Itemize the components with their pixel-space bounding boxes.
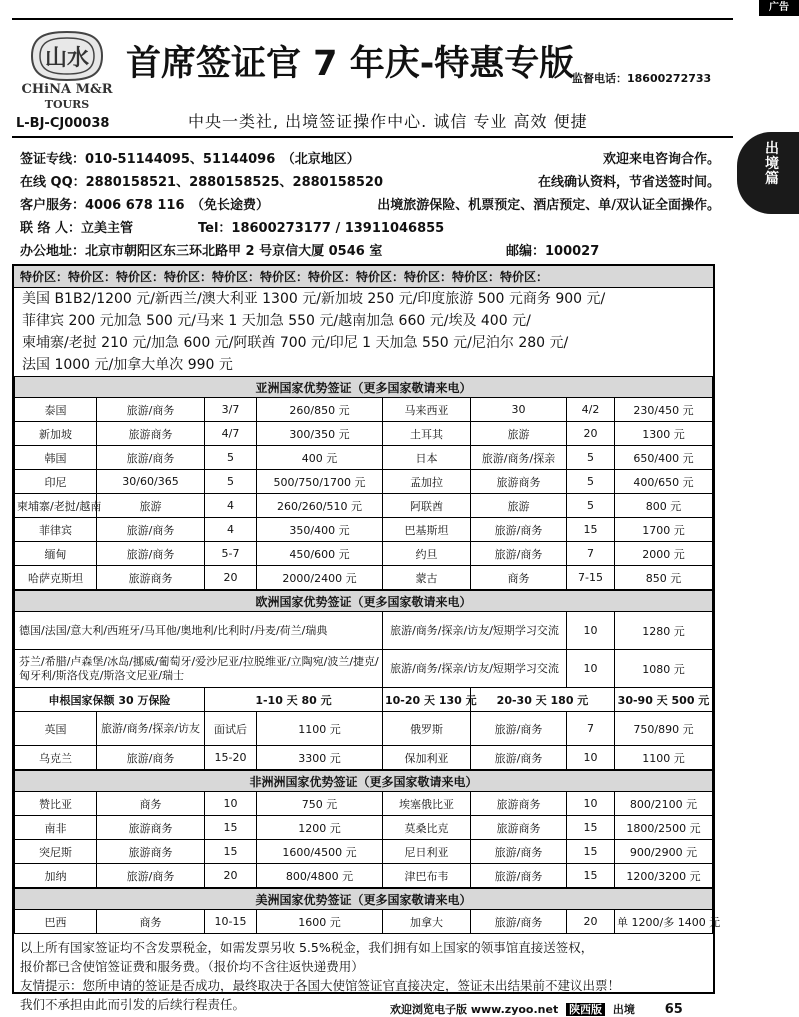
page-number: 65 <box>664 1002 683 1017</box>
price-cell: 300/350 元 <box>257 422 383 446</box>
country-cell: 津巴布韦 <box>383 864 471 888</box>
slogan: 中央一类社, 出境签证操作中心. 诚信 专业 高效 便捷 <box>188 112 588 131</box>
visa-info-cell: 30/60/365 <box>97 470 205 494</box>
europe-visa-type: 旅游/商务/探亲/访友/短期学习交流 <box>383 612 567 650</box>
visa-info-cell: 旅游/商务 <box>471 746 567 770</box>
country-cell: 莫桑比克 <box>383 816 471 840</box>
price-cell: 1700 元 <box>615 518 713 542</box>
visa-info-cell: 旅游/商务 <box>471 910 567 934</box>
visa-row <box>15 840 713 864</box>
country-cell: 日本 <box>383 446 471 470</box>
contact-hotline-row <box>20 148 720 170</box>
visa-info-cell: 商务 <box>97 910 205 934</box>
country-cell: 赞比亚 <box>15 792 97 816</box>
country-cell: 尼日利亚 <box>383 840 471 864</box>
price-cell: 2000 元 <box>615 542 713 566</box>
visa-info-cell: 15 <box>567 840 615 864</box>
visa-info-cell: 旅游 <box>471 422 567 446</box>
schengen-insurance-label: 申根国家保额 30 万保险 <box>15 688 205 712</box>
footer-website: 欢迎浏览电子版 www.zyoo.net <box>390 1003 559 1016</box>
price-cell: 1300 元 <box>615 422 713 446</box>
office-address: 办公地址：北京市朝阳区东三环北路甲 2 号京信大厦 0546 室 <box>20 244 383 259</box>
country-cell: 缅甸 <box>15 542 97 566</box>
section-tab-char-3: 篇 <box>765 171 779 187</box>
price-cell: 900/2900 元 <box>615 840 713 864</box>
price-cell: 350/400 元 <box>257 518 383 542</box>
country-cell: 突尼斯 <box>15 840 97 864</box>
visa-row <box>15 398 713 422</box>
europe-country-group: 德国/法国/意大利/西班牙/马耳他/奥地利/比利时/丹麦/荷兰/瑞典 <box>15 612 383 650</box>
visa-info-cell: 面试后 <box>205 712 257 746</box>
postcode: 邮编：100027 <box>506 244 600 259</box>
visa-info-cell: 20 <box>567 910 615 934</box>
price-cell: 800 元 <box>615 494 713 518</box>
customer-service: 客户服务：4006 678 116 （免长途费） <box>20 198 270 213</box>
visa-info-cell: 旅游/商务 <box>471 518 567 542</box>
visa-info-cell: 10-15 <box>205 910 257 934</box>
visa-hotline: 签证专线：010-51144095、51144096 （北京地区） <box>20 152 360 167</box>
visa-info-cell: 旅游商务 <box>471 470 567 494</box>
europe-price: 1280 元 <box>615 612 713 650</box>
visa-row <box>15 542 713 566</box>
visa-info-cell: 旅游/商务/探亲/访友 <box>97 712 205 746</box>
visa-info-cell: 旅游 <box>471 494 567 518</box>
america-visa-table <box>14 888 721 934</box>
visa-info-cell: 旅游/商务 <box>97 864 205 888</box>
europe-days: 10 <box>567 612 615 650</box>
visa-info-cell: 旅游/商务 <box>471 542 567 566</box>
visa-info-cell: 7 <box>567 712 615 746</box>
visa-row <box>15 712 713 746</box>
visa-row <box>15 864 713 888</box>
europe-days: 10 <box>567 650 615 688</box>
country-cell: 阿联酋 <box>383 494 471 518</box>
insurance-tier: 20-30 天 180 元 <box>471 688 615 712</box>
visa-info-cell: 旅游商务 <box>471 816 567 840</box>
visa-info-cell: 旅游/商务 <box>471 712 567 746</box>
visa-info-cell: 旅游/商务 <box>97 542 205 566</box>
visa-info-cell: 20 <box>205 864 257 888</box>
section-tab-char-2: 境 <box>765 156 779 172</box>
visa-info-cell: 5 <box>205 446 257 470</box>
country-cell: 印尼 <box>15 470 97 494</box>
visa-row <box>15 816 713 840</box>
service-note: 出境旅游保险、机票预定、酒店预定、单/双认证全面操作。 <box>377 198 720 213</box>
visa-info-cell: 4 <box>205 518 257 542</box>
country-cell: 加纳 <box>15 864 97 888</box>
visa-info-cell: 5 <box>567 470 615 494</box>
online-qq: 在线 QQ：2880158521、2880158525、2880158520 <box>20 175 383 190</box>
country-cell: 马来西亚 <box>383 398 471 422</box>
visa-info-cell: 5 <box>567 494 615 518</box>
welcome-note: 欢迎来电咨询合作。 <box>602 152 720 167</box>
note-line: 报价都已含使馆签证费和服务费。（报价均不含往返快递费用） <box>20 959 364 974</box>
country-cell: 孟加拉 <box>383 470 471 494</box>
contact-address-row <box>20 240 720 262</box>
contact-qq-row <box>20 171 720 193</box>
promo-line: 柬埔寨/老挝 210 元/加急 600 元/阿联酋 700 元/印尼 1 天加急 550 元/尼泊尔 280 元/ <box>22 335 569 351</box>
visa-row <box>15 422 713 446</box>
visa-info-cell: 旅游 <box>97 494 205 518</box>
europe-section-title: 欧洲国家优势签证（更多国家敬请来电） <box>15 591 713 612</box>
visa-info-cell: 旅游/商务/探亲 <box>471 446 567 470</box>
company-logo <box>12 28 122 114</box>
visa-info-cell: 10 <box>205 792 257 816</box>
visa-info-cell: 旅游商务 <box>97 840 205 864</box>
header-rule <box>12 136 733 138</box>
country-cell: 柬埔寨/老挝/越南 <box>15 494 97 518</box>
contact-person-row <box>20 217 720 239</box>
visa-info-cell: 3/7 <box>205 398 257 422</box>
visa-row <box>15 446 713 470</box>
visa-info-cell: 旅游/商务 <box>97 746 205 770</box>
country-cell: 英国 <box>15 712 97 746</box>
edition-badge: 陕西版 <box>566 1003 605 1016</box>
visa-info-cell: 10 <box>567 792 615 816</box>
europe-visa-type: 旅游/商务/探亲/访友/短期学习交流 <box>383 650 567 688</box>
visa-row <box>15 494 713 518</box>
country-cell: 蒙古 <box>383 566 471 590</box>
promo-line: 美国 B1B2/1200 元/新西兰/澳大利亚 1300 元/新加坡 250 元/印度旅游 500 元商务 900 元/ <box>22 291 606 307</box>
visa-row <box>15 518 713 542</box>
visa-info-cell: 10 <box>567 746 615 770</box>
country-cell: 哈萨克斯坦 <box>15 566 97 590</box>
note-line: 我们不承担由此而引发的后续行程责任。 <box>20 997 246 1012</box>
page-title: 首席签证官 7 年庆-特惠专版 <box>126 44 575 84</box>
price-cell: 1800/2500 元 <box>615 816 713 840</box>
visa-info-cell: 15 <box>205 840 257 864</box>
europe-visa-table <box>14 590 713 770</box>
price-cell: 1100 元 <box>257 712 383 746</box>
price-cell: 230/450 元 <box>615 398 713 422</box>
europe-price: 1080 元 <box>615 650 713 688</box>
visa-info-cell: 旅游商务 <box>97 816 205 840</box>
note-line: 友情提示：您所申请的签证是否成功，最终取决于各国大使馆签证官直接决定，签证未出结果前不建议出票！ <box>20 978 621 993</box>
visa-info-cell: 旅游商务 <box>471 792 567 816</box>
logo-emblem-icon <box>26 28 108 84</box>
country-cell: 巴基斯坦 <box>383 518 471 542</box>
country-cell: 加拿大 <box>383 910 471 934</box>
visa-info-cell: 4/7 <box>205 422 257 446</box>
price-cell: 1200 元 <box>257 816 383 840</box>
price-cell: 1100 元 <box>615 746 713 770</box>
price-cell: 750 元 <box>257 792 383 816</box>
visa-info-cell: 15 <box>567 816 615 840</box>
country-cell: 巴西 <box>15 910 97 934</box>
visa-info-cell: 15 <box>567 518 615 542</box>
country-cell: 约旦 <box>383 542 471 566</box>
promo-line: 菲律宾 200 元加急 500 元/马来 1 天加急 550 元/越南加急 660 元/埃及 400 元/ <box>22 313 531 329</box>
insurance-tier: 10-20 天 130 元 <box>383 688 471 712</box>
price-cell: 400/650 元 <box>615 470 713 494</box>
price-cell: 800/4800 元 <box>257 864 383 888</box>
qq-note: 在线确认资料，节省送签时间。 <box>537 175 720 190</box>
visa-row <box>15 792 713 816</box>
country-cell: 菲律宾 <box>15 518 97 542</box>
price-cell: 2000/2400 元 <box>257 566 383 590</box>
promo-line: 法国 1000 元/加拿大单次 990 元 <box>22 357 233 373</box>
visa-info-cell: 旅游/商务 <box>97 398 205 422</box>
insurance-tier: 30-90 天 500 元 <box>615 688 713 712</box>
visa-info-cell: 30 <box>471 398 567 422</box>
visa-row <box>15 910 713 934</box>
price-cell: 1600/4500 元 <box>257 840 383 864</box>
visa-info-cell: 旅游/商务 <box>471 840 567 864</box>
visa-info-cell: 20 <box>205 566 257 590</box>
africa-section-title: 非洲洲国家优势签证（更多国家敬请来电） <box>15 771 713 792</box>
visa-info-cell: 7-15 <box>567 566 615 590</box>
visa-info-cell: 7 <box>567 542 615 566</box>
visa-row <box>15 470 713 494</box>
country-cell: 保加利亚 <box>383 746 471 770</box>
country-cell: 韩国 <box>15 446 97 470</box>
ad-tag: 广告 <box>759 0 799 16</box>
price-cell: 850 元 <box>615 566 713 590</box>
price-cell: 800/2100 元 <box>615 792 713 816</box>
note-line: 以上所有国家签证均不含发票税金，如需发票另收 5.5%税金，我们拥有如上国家的领事馆直接送签权， <box>20 940 594 955</box>
visa-info-cell: 旅游商务 <box>97 566 205 590</box>
section-tab <box>737 132 799 214</box>
logo-en-line2: TOURS <box>44 98 90 111</box>
price-cell: 260/850 元 <box>257 398 383 422</box>
asia-visa-table <box>14 376 713 590</box>
price-cell: 单 1200/多 1400 元 <box>615 910 713 934</box>
price-cell: 650/400 元 <box>615 446 713 470</box>
country-cell: 南非 <box>15 816 97 840</box>
visa-info-cell: 15-20 <box>205 746 257 770</box>
visa-info-cell: 20 <box>567 422 615 446</box>
visa-info-cell: 旅游/商务 <box>97 518 205 542</box>
visa-row <box>15 566 713 590</box>
top-rule <box>12 18 733 20</box>
visa-info-cell: 5 <box>567 446 615 470</box>
asia-section-title: 亚洲国家优势签证（更多国家敬请来电） <box>15 377 713 398</box>
visa-info-cell: 4 <box>205 494 257 518</box>
contact-service-row <box>20 194 720 216</box>
visa-info-cell: 4/2 <box>567 398 615 422</box>
country-cell: 泰国 <box>15 398 97 422</box>
country-cell: 俄罗斯 <box>383 712 471 746</box>
america-section-title: 美洲国家优势签证（更多国家敬请来电） <box>15 889 713 910</box>
price-cell: 500/750/1700 元 <box>257 470 383 494</box>
logo-en-line1: CHiNA M&R <box>21 82 113 97</box>
visa-info-cell: 旅游商务 <box>97 422 205 446</box>
logo-emblem-text: 山水 <box>44 46 90 71</box>
visa-row <box>15 746 713 770</box>
price-cell: 1600 元 <box>257 910 383 934</box>
visa-info-cell: 商务 <box>471 566 567 590</box>
price-cell: 260/260/510 元 <box>257 494 383 518</box>
price-cell: 750/890 元 <box>615 712 713 746</box>
country-cell: 土耳其 <box>383 422 471 446</box>
country-cell: 新加坡 <box>15 422 97 446</box>
supervision-hotline: 监督电话：18600272733 <box>572 72 712 85</box>
visa-info-cell: 5 <box>205 470 257 494</box>
section-tab-char-1: 出 <box>765 141 779 157</box>
visa-info-cell: 15 <box>567 864 615 888</box>
promo-header: 特价区：特价区：特价区：特价区：特价区：特价区：特价区：特价区：特价区：特价区：特价区： <box>14 266 713 288</box>
insurance-tier: 1-10 天 80 元 <box>205 688 383 712</box>
visa-info-cell: 旅游/商务 <box>471 864 567 888</box>
page-footer <box>390 1001 683 1017</box>
country-cell: 乌克兰 <box>15 746 97 770</box>
visa-info-cell: 旅游/商务 <box>97 446 205 470</box>
price-cell: 400 元 <box>257 446 383 470</box>
visa-info-cell: 15 <box>205 816 257 840</box>
license-number: L-BJ-CJ00038 <box>16 116 110 131</box>
contact-tel: Tel：18600273177 / 13911046855 <box>198 221 445 236</box>
visa-info-cell: 商务 <box>97 792 205 816</box>
contact-person: 联 络 人：立美主管 <box>20 221 134 236</box>
price-cell: 3300 元 <box>257 746 383 770</box>
price-cell: 1200/3200 元 <box>615 864 713 888</box>
country-cell: 埃塞俄比亚 <box>383 792 471 816</box>
africa-visa-table <box>14 770 713 888</box>
visa-info-cell: 5-7 <box>205 542 257 566</box>
price-cell: 450/600 元 <box>257 542 383 566</box>
footer-section: 出境 <box>612 1003 635 1016</box>
europe-country-group: 芬兰/希腊/卢森堡/冰岛/挪威/葡萄牙/爱沙尼亚/拉脱维亚/立陶宛/波兰/捷克/匈牙利/斯洛伐克/斯洛文尼亚/瑞士 <box>15 650 383 688</box>
